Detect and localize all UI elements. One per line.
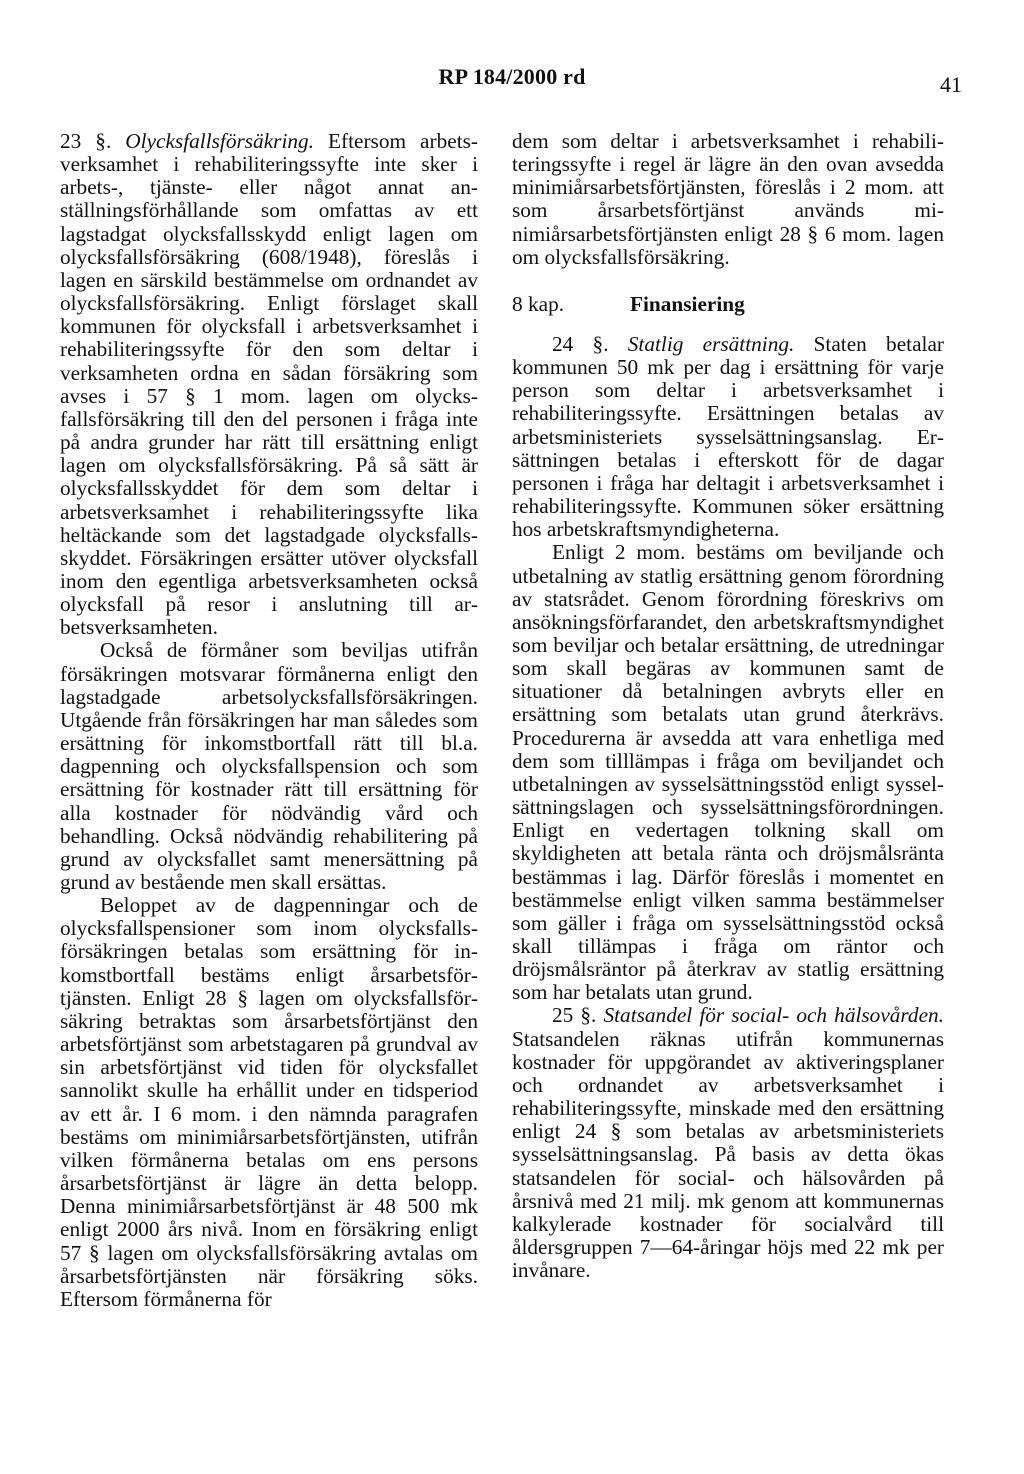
right-column (512, 130, 944, 1282)
section-number: 23 §. (60, 129, 112, 153)
left-column (60, 130, 478, 1311)
section-number: 25 §. (552, 1003, 597, 1028)
chapter-heading (512, 291, 944, 317)
chapter-number: 8 kap. (512, 291, 565, 316)
section-23 (60, 130, 478, 639)
section-24 (512, 333, 944, 541)
document-id: RP 184/2000 rd (438, 64, 586, 89)
chapter-title: Finansiering (630, 291, 745, 316)
section-title: Olycksfallsförsäkring. (125, 129, 314, 153)
section-text: Statsandelen räknas utifrån kommunernas kostnader för uppgörandet av aktiveringsplaner och ordnandet av arbetsverksamhet i rehabiliteringssyfte, minskade med den ersättning enligt 24 § som betalas av arbetsministeriets sysselsättningsanslag. På basis av detta ökas statsandelen för social- och hälsovården på årsnivå med 21 milj. mk genom att kommunernas kalkylerade kostnader för socialvård till åldersgruppen 7—64-åringar höjs med 22 mk per invånare. (512, 1026, 944, 1283)
paragraph: Också de förmåner som beviljas utifrån försäkringen motsvarar förmånerna enligt den lagstadgade arbetsolycksfallsförsäkringen. Utgående från försäkringen har man således som ersättning för inkomstbortfall rätt till bl.a. dagpenning och olycksfallspension och som ersättning för kostnader rätt till ersättning för alla kostnader för nödvändig vård och behandling. Också nödvändig rehabilitering på grund av olycksfallet samt menersättning på grund av bestående men skall ersättas. (60, 638, 478, 894)
paragraph: Beloppet av de dagpenningar och de olycksfallspensioner som inom olycksfallsförsäkringen betalas som ersättning för inkomstbortfall bestäms enligt årsarbetsförtjänsten. Enligt 28 § lagen om olycksfallsförsäkring betraktas som årsarbetsförtjänst den arbetsförtjänst som arbetstagaren på grundval av sin arbetsförtjänst vid tiden för olycksfallet sannolikt skulle ha erhållit under en tidsperiod av ett år. I 6 mom. i den nämnda paragrafen bestäms om minimiårsarbetsförtjänsten, utifrån vilken förmånerna betalas om ens persons årsarbetsförtjänst är lägre än detta belopp. Denna minimiårsarbetsförtjänst är 48 500 mk enligt 2000 års nivå. Inom en försäkring enligt 57 § lagen om olycksfallsförsäkring avtalas om årsarbetsförtjänsten när försäkring söks. Eftersom förmånerna för (60, 893, 478, 1311)
paragraph-continuation: dem som deltar i arbetsverksamhet i rehabiliteringssyfte i regel är lägre än den ovan avsedda minimiårsarbetsförtjänsten, föreslås i 2 mom. att som årsarbetsförtjänst används minimiårsarbetsförtjänsten enligt 28 § 6 mom. lagen om olycksfallsförsäkring. (512, 129, 944, 269)
section-title: Statsandel för social- och hälsovården. (603, 1003, 945, 1028)
page-number: 41 (940, 72, 962, 97)
section-number: 24 §. (552, 331, 609, 356)
section-text: Eftersom arbetsverksamhet i rehabiliteringssyfte inte sker i arbets-, tjänste- eller något annat anställningsförhållande som omfattas av ett lagstadgat olycksfallsskydd enligt lagen om olycksfallsförsäkring (608/1948), föreslås i lagen en särskild bestämmelse om ordnandet av olycksfallsförsäkring. Enligt förslaget skall kommunen för olycksfall i arbetsverksamhet i rehabiliteringssyfte för den som deltar i verksamheten ordna en sådan försäkring som avses i 57 § 1 mom. lagen om olycksfallsförsäkring till den del personen i fråga inte på andra grunder har rätt till ersättning enligt lagen om olycksfallsförsäkring. På så sätt är olycksfallsskyddet för dem som deltar i arbetsverksamhet i rehabiliteringssyfte lika heltäckande som det lagstadgade olycksfallsskyddet. Försäkringen ersätter utöver olycksfall inom den egentliga arbetsverksamheten också olycksfall på resor i anslutning till arbetsverksamheten. (60, 129, 478, 640)
section-title: Statlig ersättning. (627, 331, 795, 356)
paragraph: Enligt 2 mom. bestäms om beviljande och utbetalning av statlig ersättning genom förordning av statsrådet. Genom förordning föreskrivs om ansökningsförfarandet, den arbetskraftsmyndighet som beviljar och betalar ersättning, de utredningar som skall begäras av kommunen samt de situationer då betalningen avbryts eller en ersättning som betalats utan grund återkrävs. Procedurerna är avsedda att vara enhetliga med dem som tilllämpas i fråga om beviljandet och utbetalningen av sysselsättningsstöd enligt sysselsättningslagen och sysselsättningsförordningen. Enligt en vedertagen tolkning skall om skyldigheten att betala ränta och dröjsmålsränta bestämmas i lag. Därför föreslås i momentet en bestämmelse enligt vilken samma bestämmelser som gäller i fråga om sysselsättningsstöd också skall tillämpas i fråga om räntor och dröjsmålsräntor på återkrav av statlig ersättning som har betalats utan grund. (512, 540, 944, 1005)
page-header (0, 64, 1024, 104)
section-25 (512, 1004, 944, 1282)
section-text: Staten betalar kommunen 50 mk per dag i ersättning för varje person som deltar i arbetsverksamhet i rehabiliteringssyfte. Ersättningen betalas av arbetsministeriets sysselsättningsanslag. Ersättningen betalas i efterskott för de dagar personen i fråga har deltagit i arbetsverksamhet i rehabiliteringssyfte. Kommunen söker ersättning hos arbetskraftsmyndigheterna. (512, 331, 944, 542)
